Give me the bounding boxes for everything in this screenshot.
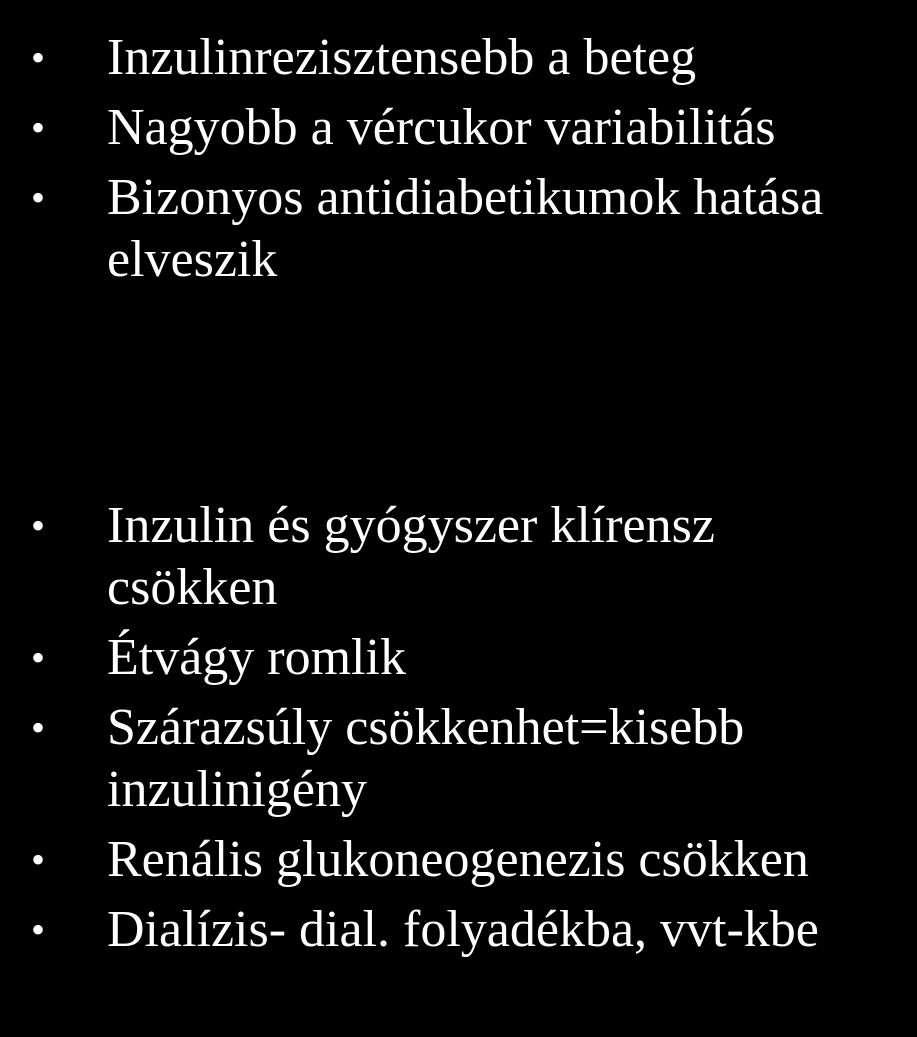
bullet-list-bottom	[0, 495, 917, 969]
list-item	[0, 27, 917, 89]
list-item-text: Étvágy romlik	[107, 629, 406, 686]
bullet-icon: •	[31, 705, 46, 750]
list-item-text: Nagyobb a vércukor variabilitás	[107, 99, 776, 156]
bullet-icon: •	[31, 105, 46, 150]
list-item-text: Renális glukoneogenezis csökken	[107, 831, 809, 888]
list-item	[0, 495, 917, 619]
list-item	[0, 167, 917, 291]
list-item	[0, 627, 917, 689]
list-item-text: Szárazsúly csökkenhet=kisebb inzulinigény	[107, 699, 745, 818]
list-item-text: Inzulin és gyógyszer klírensz csökken	[107, 497, 715, 616]
list-item-text: Dialízis- dial. folyadékba, vvt-kbe	[107, 901, 819, 958]
bullet-icon: •	[31, 35, 46, 80]
bullet-icon: •	[31, 907, 46, 952]
bullet-icon: •	[31, 175, 46, 220]
bullet-list-top	[0, 27, 917, 299]
list-item-text: Bizonyos antidiabetikumok hatása elveszik	[107, 169, 824, 288]
list-item-text: Inzulinrezisztensebb a beteg	[107, 29, 697, 86]
list-item	[0, 97, 917, 159]
bullet-icon: •	[31, 635, 46, 680]
bullet-icon: •	[31, 837, 46, 882]
list-item	[0, 899, 917, 961]
list-item	[0, 829, 917, 891]
list-item	[0, 697, 917, 821]
bullet-icon: •	[31, 503, 46, 548]
